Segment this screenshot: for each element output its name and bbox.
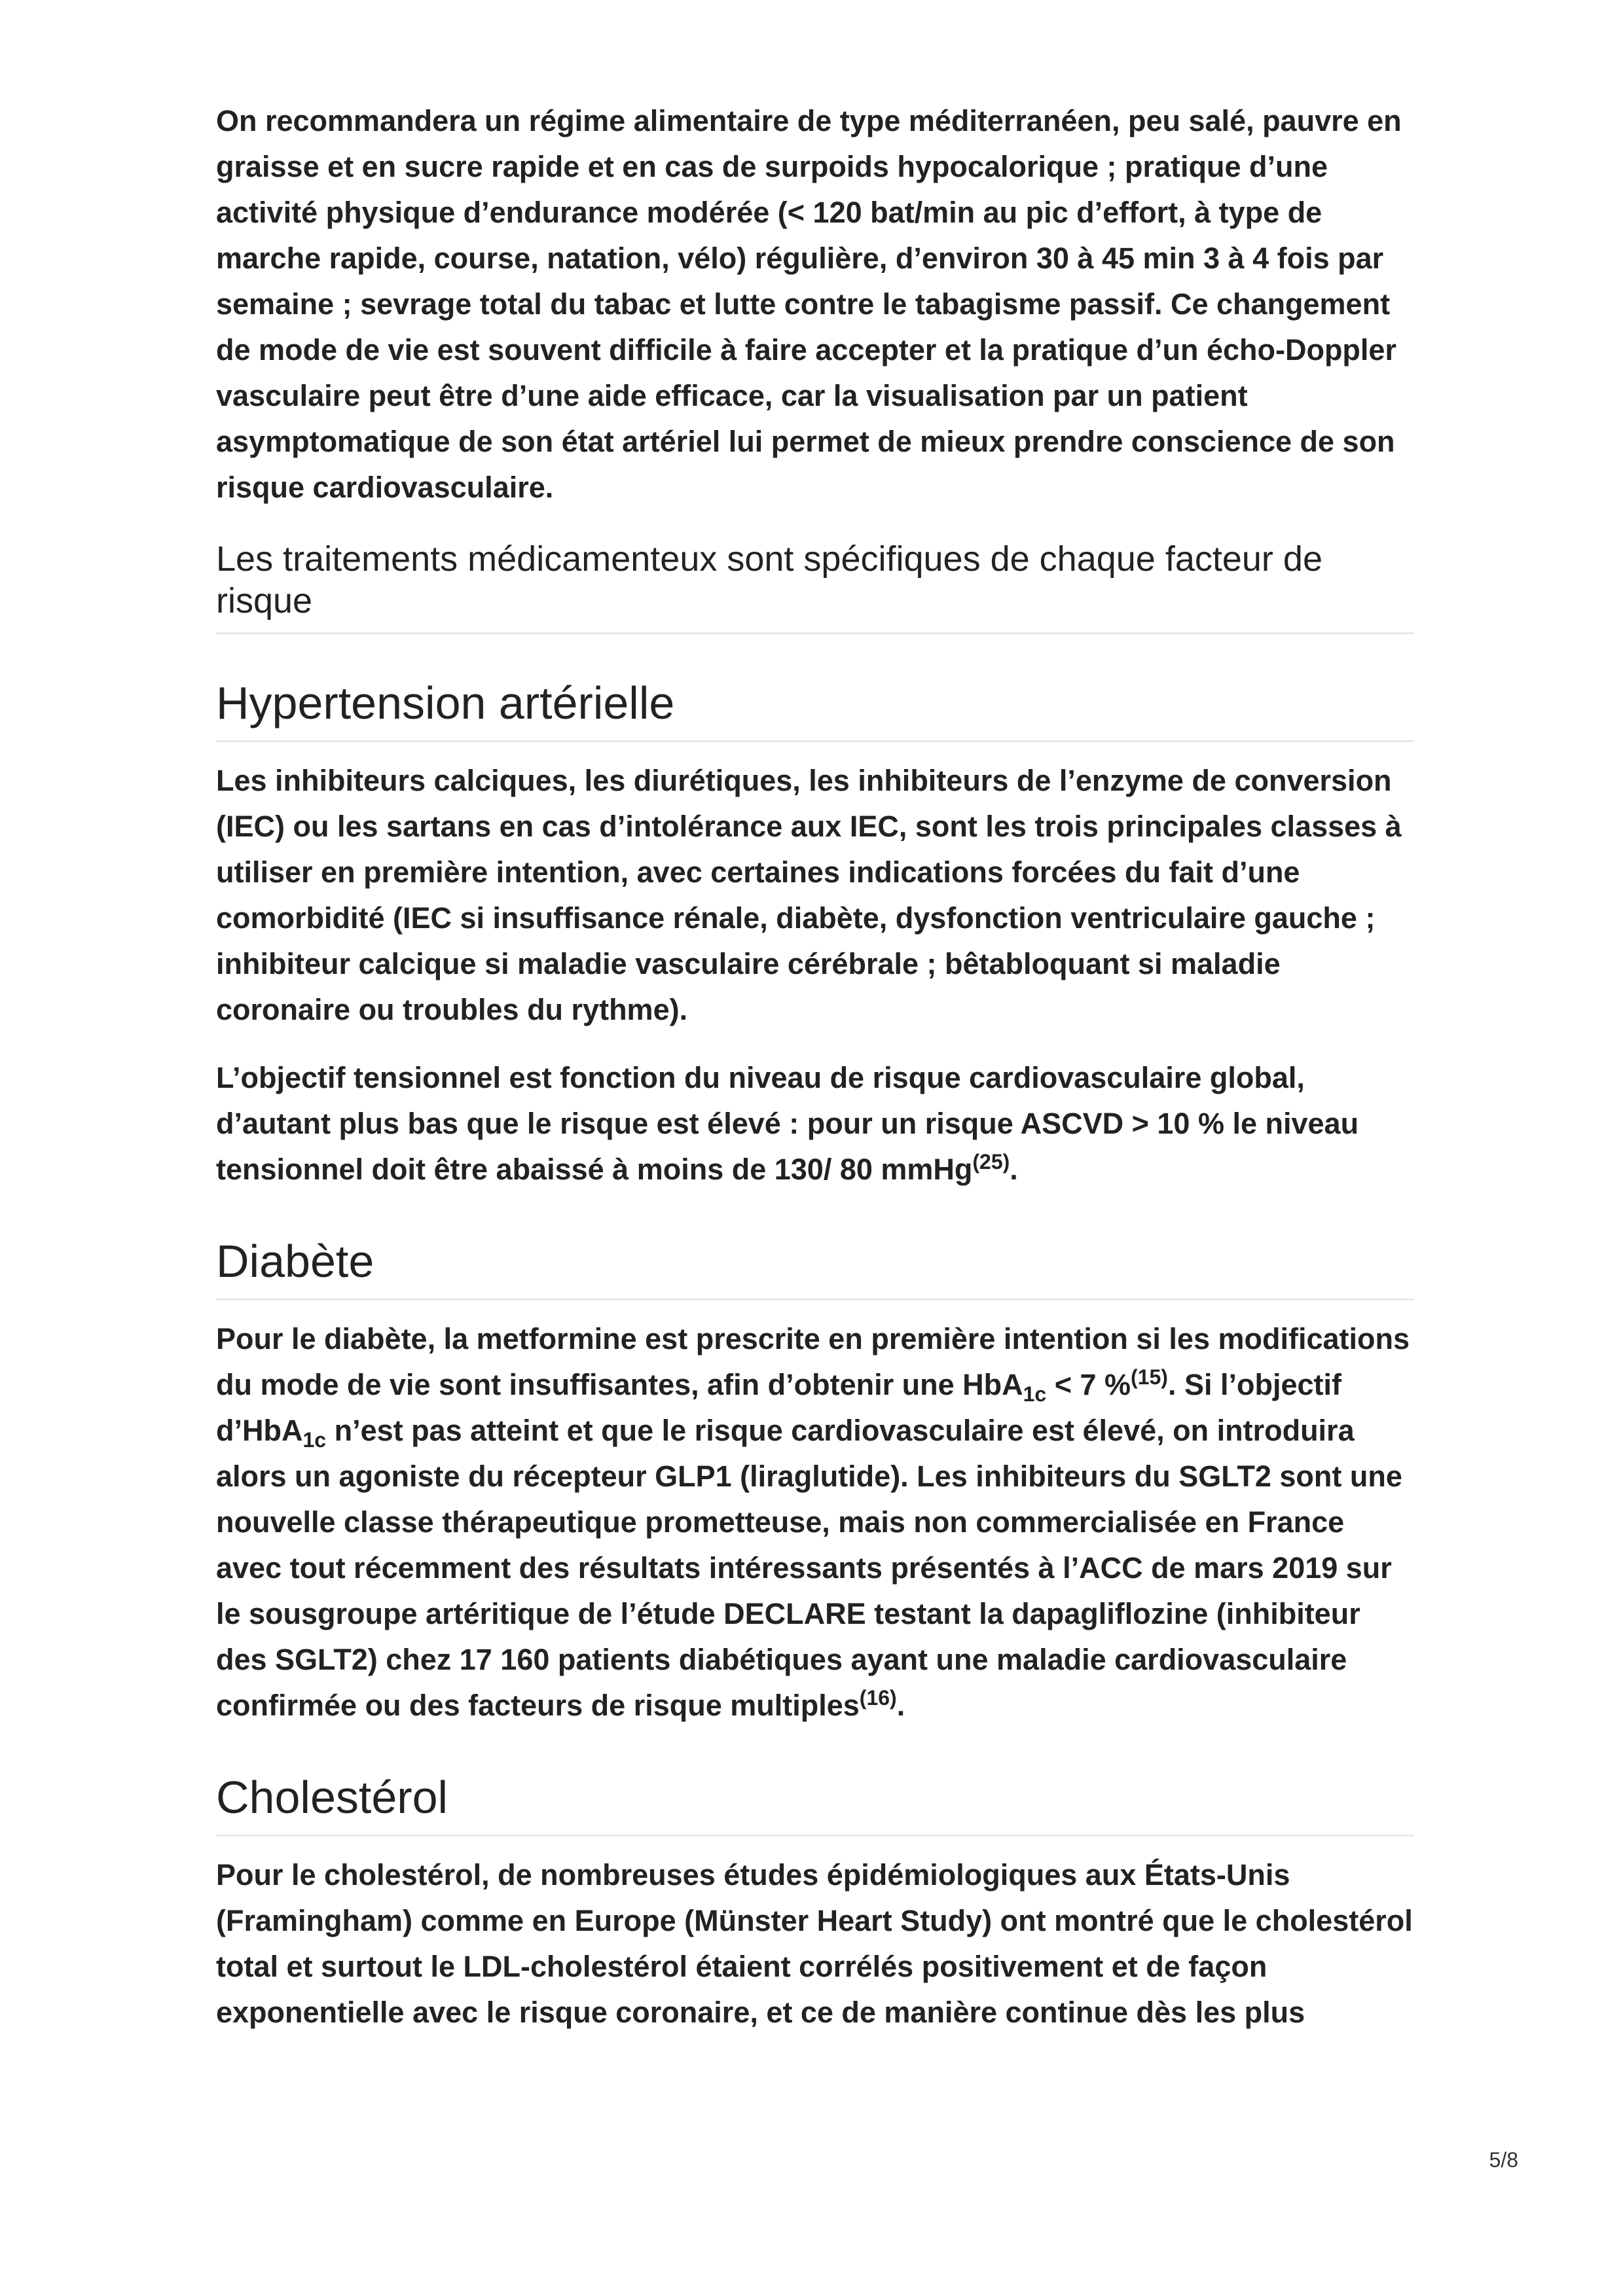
diabete-heading: Diabète bbox=[216, 1233, 1414, 1300]
hypertension-heading: Hypertension artérielle bbox=[216, 675, 1414, 742]
diabete-text-2: < 7 % bbox=[1046, 1368, 1131, 1401]
hypertension-paragraph-2-text: L’objectif tensionnel est fonction du niveau de risque cardiovasculaire global, d’autant plus bas que le risque est élevé : pour un risque ASCVD > 10 % le niveau tensionnel doit être abaissé à moins de 130/ 80 mmHg bbox=[216, 1061, 1359, 1186]
document-page bbox=[216, 98, 1414, 2036]
diabete-text-4: n’est pas atteint et que le risque cardiovasculaire est élevé, on introduira alors un agoniste du récepteur GLP1 (liraglutide). Les inhibiteurs du SGLT2 sont une nouvelle classe thérapeutique prometteuse, mais non commercialisée en France avec tout récemment des résultats intéressants présentés à l’ACC de mars 2019 sur le sousgroupe artéritique de l’étude DECLARE testant la dapagliflozine (inhibiteur des SGLT2) chez 17 160 patients diabétiques ayant une maladie cardiovasculaire confirmée ou des facteurs de risque multiples bbox=[216, 1414, 1402, 1722]
treatments-subheading: Les traitements médicamenteux sont spécifiques de chaque facteur de risque bbox=[216, 538, 1414, 634]
hba1c-subscript-2: 1c bbox=[302, 1428, 327, 1452]
reference-15: (15) bbox=[1131, 1365, 1168, 1389]
diabete-text-3: . Si l’objectif d’HbA bbox=[216, 1368, 1341, 1447]
diabete-text-5: . bbox=[896, 1689, 905, 1722]
diabete-paragraph bbox=[216, 1316, 1414, 1729]
hba1c-subscript-1: 1c bbox=[1023, 1382, 1047, 1406]
page-number: 5/8 bbox=[1489, 2148, 1518, 2172]
hypertension-paragraph-2-end: . bbox=[1010, 1153, 1018, 1186]
hypertension-paragraph-1: Les inhibiteurs calciques, les diurétiques, les inhibiteurs de l’enzyme de conversion (IEC) ou les sartans en cas d’intolérance aux IEC, sont les trois principales classes à utiliser en première intention, avec certaines indications forcées du fait d’une comorbidité (IEC si insuffisance rénale, diabète, dysfonction ventriculaire gauche ; inhibiteur calcique si maladie vasculaire cérébrale ; bêtabloquant si maladie coronaire ou troubles du rythme). bbox=[216, 764, 1402, 1026]
cholesterol-heading: Cholestérol bbox=[216, 1769, 1414, 1837]
reference-25: (25) bbox=[972, 1150, 1010, 1174]
cholesterol-paragraph: Pour le cholestérol, de nombreuses études épidémiologiques aux États-Unis (Framingham) comme en Europe (Münster Heart Study) ont montré que le cholestérol total et surtout le LDL-cholestérol étaient corrélés positivement et de façon exponentielle avec le risque coronaire, et ce de manière continue dès les plus bbox=[216, 1858, 1413, 2029]
hypertension-paragraph-2 bbox=[216, 1055, 1414, 1193]
reference-16: (16) bbox=[859, 1686, 897, 1710]
diabete-text-1: Pour le diabète, la metformine est prescrite en première intention si les modifications du mode de vie sont insuffisantes, afin d’obtenir une HbA bbox=[216, 1322, 1410, 1401]
intro-paragraph: On recommandera un régime alimentaire de type méditerranéen, peu salé, pauvre en graisse et en sucre rapide et en cas de surpoids hypocalorique ; pratique d’une activité physique d’endurance modérée (< 120 bat/min au pic d’effort, à type de marche rapide, course, natation, vélo) régulière, d’environ 30 à 45 min 3 à 4 fois par semaine ; sevrage total du tabac et lutte contre le tabagisme passif. Ce changement de mode de vie est souvent difficile à faire accepter et la pratique d’un écho-Doppler vasculaire peut être d’une aide efficace, car la visualisation par un patient asymptomatique de son état artériel lui permet de mieux prendre conscience de son risque cardiovasculaire. bbox=[216, 104, 1402, 504]
